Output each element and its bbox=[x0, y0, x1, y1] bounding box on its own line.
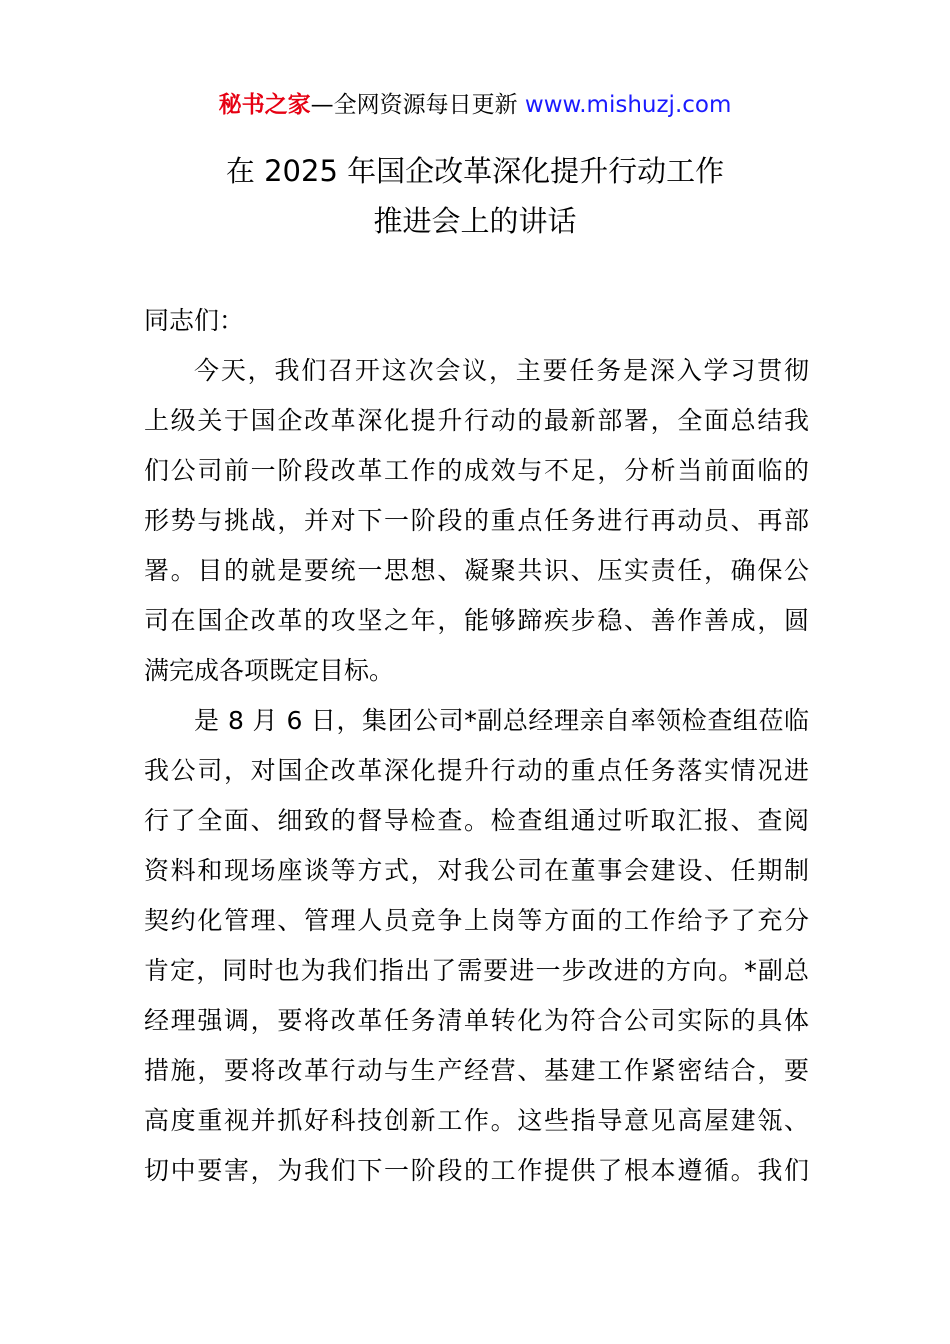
paragraph-line: 上级关于国企改革深化提升行动的最新部署，全面总结我 bbox=[144, 406, 809, 435]
title-line-2: 推进会上的讲话 bbox=[373, 204, 577, 238]
site-header bbox=[0, 88, 950, 122]
paragraph-line: 是 8 月 6 日，集团公司*副总经理亲自率领检查组莅临 bbox=[194, 706, 809, 735]
paragraph-line: 肯定，同时也为我们指出了需要进一步改进的方向。*副总 bbox=[144, 956, 809, 985]
paragraph-line: 高度重视并抓好科技创新工作。这些指导意见高屋建瓴、 bbox=[144, 1106, 809, 1135]
paragraph-line: 经理强调，要将改革任务清单转化为符合公司实际的具体 bbox=[144, 1006, 809, 1035]
paragraph-line: 署。目的就是要统一思想、凝聚共识、压实责任，确保公 bbox=[144, 556, 809, 585]
site-brand: 秘书之家 bbox=[218, 92, 311, 118]
document-title bbox=[0, 146, 950, 246]
paragraph-line: 措施，要将改革行动与生产经营、基建工作紧密结合，要 bbox=[144, 1056, 809, 1085]
paragraph-line: 形势与挑战，并对下一阶段的重点任务进行再动员、再部 bbox=[144, 506, 809, 535]
title-line-1: 在 2025 年国企改革深化提升行动工作 bbox=[225, 154, 725, 188]
paragraph-line: 资料和现场座谈等方式，对我公司在董事会建设、任期制 bbox=[144, 856, 809, 885]
site-url-link[interactable]: www.mishuzj.com bbox=[524, 92, 732, 118]
paragraph-line: 们公司前一阶段改革工作的成效与不足，分析当前面临的 bbox=[144, 456, 809, 485]
paragraph-1 bbox=[144, 346, 809, 696]
paragraph-line: 司在国企改革的攻坚之年，能够蹄疾步稳、善作善成，圆 bbox=[144, 606, 809, 635]
paragraph-line: 今天，我们召开这次会议，主要任务是深入学习贯彻 bbox=[194, 356, 809, 385]
paragraph-line: 行了全面、细致的督导检查。检查组通过听取汇报、查阅 bbox=[144, 806, 809, 835]
paragraph-line: 契约化管理、管理人员竞争上岗等方面的工作给予了充分 bbox=[144, 906, 809, 935]
paragraph-2 bbox=[144, 696, 809, 1196]
paragraph-line: 我公司，对国企改革深化提升行动的重点任务落实情况进 bbox=[144, 756, 809, 785]
paragraph-line: 满完成各项既定目标。 bbox=[144, 656, 395, 685]
salutation: 同志们： bbox=[144, 306, 245, 335]
paragraph-line: 切中要害，为我们下一阶段的工作提供了根本遵循。我们 bbox=[144, 1156, 809, 1185]
site-tagline: —全网资源每日更新 bbox=[310, 92, 525, 118]
